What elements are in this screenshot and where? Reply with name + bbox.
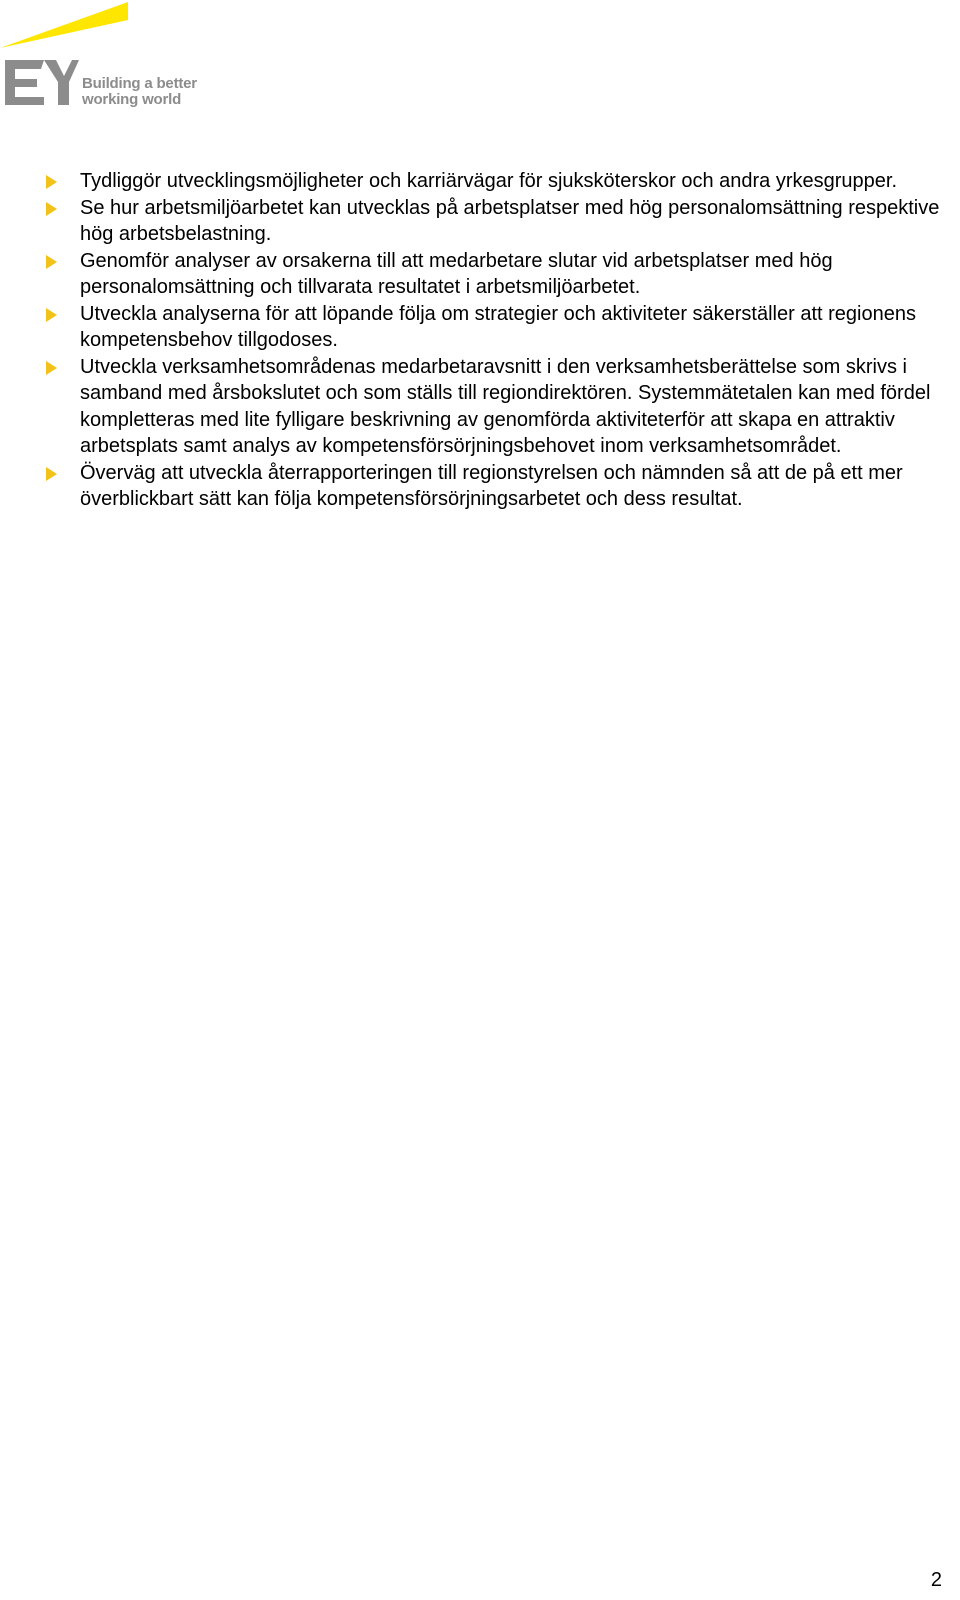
list-item [44,301,954,354]
list-item-text: Överväg att utveckla återrapporteringen till regionstyrelsen och nämnden så att de på ett mer överblickbart sätt kan följa kompetensförsörjningsarbetet och dess resultat. [80,461,903,510]
bullet-arrow-icon [46,467,57,481]
bullet-arrow-icon [46,202,57,216]
ey-letter-y [44,60,79,105]
list-item-text: Utveckla analyserna för att löpande följa om strategier och aktiviteter säkerställer att regionens kompetensbehov tillgodoses. [80,302,916,351]
list-item-text: Genomför analyser av orsakerna till att medarbetare slutar vid arbetsplatser med hög personalomsättning och tillvarata resultatet i arbetsmiljöarbetet. [80,249,833,298]
list-item-text: Tydliggör utvecklingsmöjligheter och karriärvägar för sjuksköterskor och andra yrkesgrupper. [80,170,898,192]
list-item [44,168,954,195]
list-item-text: Se hur arbetsmiljöarbetet kan utvecklas på arbetsplatser med hög personalomsättning respektive hög arbetsbelastning. [80,196,940,245]
ey-tagline [82,76,197,108]
bullet-arrow-icon [46,361,57,375]
list-item [44,195,954,248]
bullet-arrow-icon [46,175,57,189]
ey-letter-e [5,60,44,105]
bullet-arrow-icon [46,255,57,269]
list-item [44,248,954,301]
list-item [44,460,954,513]
ey-yellow-beam [0,2,128,48]
list-item-text: Utveckla verksamhetsområdenas medarbetaravsnitt i den verksamhetsberättelse som skrivs i samband med årsbokslutet och som ställs till regiondirektören. Systemmätetalen kan med fördel kompletteras med lite fylligare beskrivning av genomförda aktiviteterför att skapa en attraktiv arbetsplats samt analys av kompetensförsörjningsbehovet inom verksamhetsområdet. [80,355,931,457]
tagline-line-2: working world [82,91,182,108]
recommendations-section [44,168,954,513]
page-number: 2 [930,1569,942,1591]
tagline-line-1: Building a better [82,75,197,92]
ey-logo [0,0,220,115]
list-item [44,354,954,460]
bullet-arrow-icon [46,308,57,322]
recommendations-list [44,168,954,513]
